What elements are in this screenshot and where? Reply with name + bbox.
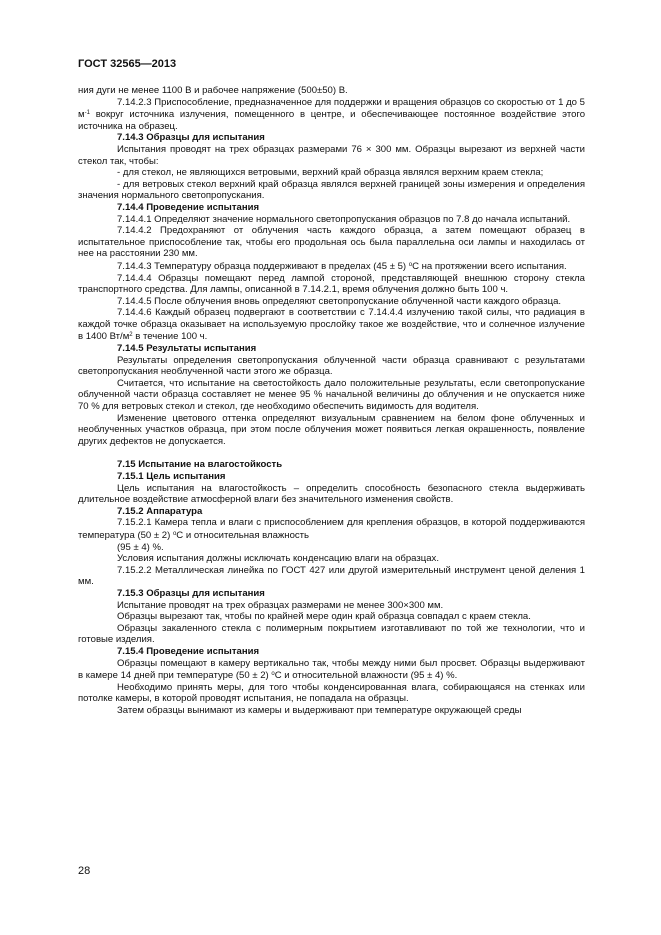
section-heading: 7.15.1 Цель испытания <box>117 471 226 482</box>
document-header: ГОСТ 32565—2013 <box>78 58 177 70</box>
superscript: о <box>271 671 275 678</box>
paragraph: (95 ± 4) %. <box>117 541 164 553</box>
paragraph <box>78 517 585 541</box>
paragraph: Считается, что испытание на светостойкость дало положительные результаты, если светопропускание облученной части образца составляет не менее 95 % начальной величины до облучения и не опускается ниже 70 % для ветровых стекол и стекол, где необходимо обеспечить видимость для водителя. <box>78 377 585 413</box>
section-heading: 7.14.4 Проведение испытания <box>117 201 260 213</box>
text: 7.14.4.6 Каждый образец подвергают в соответствии с 7.14.4.4 излучению такой силы, что радиация в каждой точке образца оказывает на используемую прослойку такое же воздействие, что и солнечное излучение в 1400 Вт/м <box>78 307 585 343</box>
section-heading: 7.14.5 Результаты испытания <box>117 343 257 355</box>
paragraph: Испытания проводят на трех образцах размерами 76 × 300 мм. Образцы вырезают из верхней части стекол так, чтобы: <box>78 143 585 167</box>
paragraph: Условия испытания должны исключать конденсацию влаги на образцах. <box>117 553 439 565</box>
paragraph: Образцы закаленного стекла с полимерным покрытием изготавливают по той же технологии, что и готовые изделия. <box>78 622 585 646</box>
paragraph: Затем образцы вынимают из камеры и выдерживают при температуре окружающей среды <box>117 704 522 716</box>
superscript: о <box>408 261 413 268</box>
superscript: о <box>172 530 177 537</box>
text: вокруг источника излучения, помещенного в центре, и обеспечивающее постоянное воздействие этого источника на образец. <box>78 109 585 132</box>
page-number: 28 <box>78 865 91 877</box>
text: С и относительная влажность <box>176 529 310 541</box>
paragraph: Испытание проводят на трех образцах размерами не менее 300×300 мм. <box>117 599 444 611</box>
paragraph: - для стекол, не являющихся ветровыми, верхний край образца являлся верхним краем стекла; <box>117 167 544 179</box>
paragraph: ния дуги не менее 1100 В и рабочее напряжение (500±50) В. <box>78 85 348 96</box>
text: 7.15.2.1 Камера тепла и влаги с приспособлением для крепления образцов, в которой поддерживаются температура (50 ± 2) <box>78 517 585 541</box>
paragraph <box>78 260 585 273</box>
section-heading: 7.15.4 Проведение испытания <box>117 645 260 657</box>
text: Образцы помещают в камеру вертикально так, чтобы между ними был просвет. Образцы выдерживают в камере 14 дней при температуре (50 ± 2) <box>78 657 585 682</box>
section-heading: 7.15 Испытание на влагостойкость <box>117 459 283 471</box>
section-heading: 7.15.2 Аппаратура <box>117 505 203 517</box>
text: в течение 100 ч. <box>132 331 208 343</box>
paragraph: 7.14.4.1 Определяют значение нормального светопропускания образцов по 7.8 до начала испытаний. <box>117 213 571 225</box>
paragraph: Образцы вырезают так, чтобы по крайней мере один край образца совпадал с краем стекла. <box>117 611 531 623</box>
paragraph: Изменение цветового оттенка определяют визуальным сравнением на белом фоне облученных и необлученных участков образца, при этом после облучения может появиться легкая окрашенность, появление других дефектов не допускается. <box>78 412 585 447</box>
paragraph <box>78 658 585 682</box>
paragraph: - для ветровых стекол верхний край образца являлся верхней границей зоны измерения и определения значения нормального светопропускания. <box>78 178 585 202</box>
spacer <box>78 447 585 459</box>
paragraph: 7.14.4.4 Образцы помещают перед лампой стороной, представляющей внешнюю сторону стекла транспортного средства. Для лампы, описанной в 7.14.2.1, время облучения должно быть 100 ч. <box>78 272 585 296</box>
paragraph: Цель испытания на влагостойкость – определить способность безопасного стекла выдерживать длительное воздействие атмосферной влаги без значительного изменения свойств. <box>78 482 585 506</box>
paragraph: 7.14.4.5 После облучения вновь определяют светопропускание облученной части каждого образца. <box>117 295 562 307</box>
superscript: -1 <box>84 110 90 117</box>
paragraph <box>78 97 585 133</box>
paragraph: 7.15.2.2 Металлическая линейка по ГОСТ 427 или другой измерительный инструмент ценой деления 1 мм. <box>78 564 585 588</box>
section-heading: 7.14.3 Образцы для испытания <box>117 132 265 144</box>
section-heading: 7.15.3 Образцы для испытания <box>117 587 265 599</box>
text: С и относительной влажности (95 ± 4) %. <box>274 670 458 682</box>
text: 7.14.4.3 Температуру образца поддерживают в пределах (45 ± 5) <box>117 260 409 272</box>
paragraph: Результаты определения светопропускания облученной части образца сравнивают с результатами светопропускания необлученной части этого же образца. <box>78 354 585 378</box>
paragraph: Необходимо принять меры, для того чтобы конденсированная влага, собирающаяся на стенках или потолке камеры, в которой проводят испытания, не попадала на образцы. <box>78 681 585 705</box>
paragraph: 7.14.4.2 Предохраняют от облучения часть каждого образца, а затем помещают образец в испытательное приспособление так, чтобы его продольная ось была параллельна оси лампы и находилась от нее на расстоянии 230 мм. <box>78 225 585 260</box>
page-body <box>78 85 585 716</box>
text: С на протяжении всего испытания. <box>412 260 567 272</box>
text: 7.14.2.3 Приспособление, предназначенное для поддержки и вращения образцов со скоростью от 1 до 5 м <box>78 96 585 121</box>
superscript: 2 <box>129 332 133 339</box>
paragraph <box>78 307 585 343</box>
